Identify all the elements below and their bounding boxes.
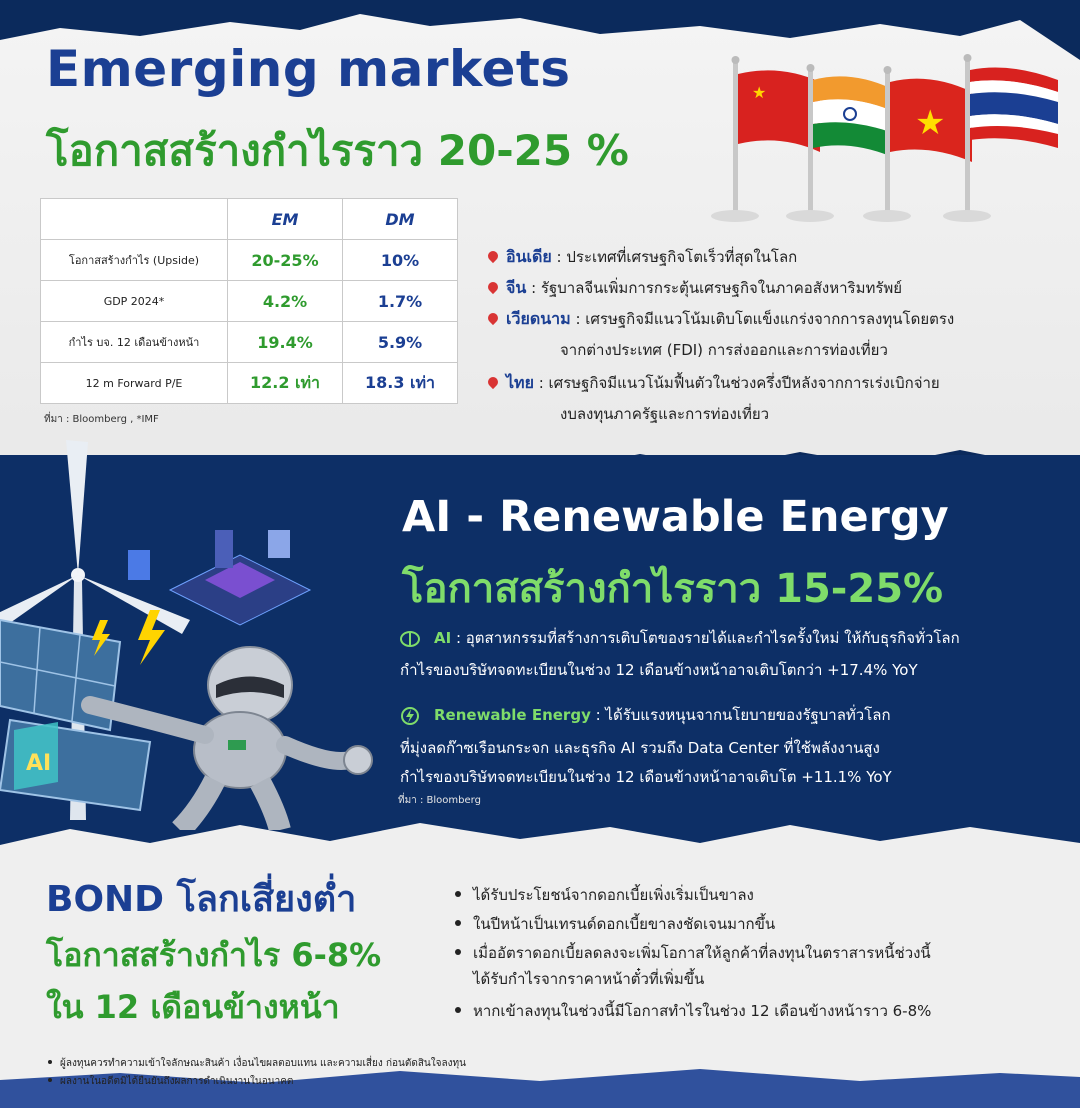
renewable-line-2: ที่มุ่งลดก๊าซเรือนกระจก และธุรกิจ AI รวมถึง Data Center ที่ใช้พลังงานสูง	[400, 739, 880, 757]
country-name: ไทย	[506, 373, 534, 392]
location-pin-icon	[486, 280, 500, 294]
country-text: : รัฐบาลจีนเพิ่มการกระตุ้นเศรษฐกิจในภาคอสังหาริมทรัพย์	[526, 279, 903, 297]
bullet-dot-icon	[48, 1078, 52, 1082]
location-pin-icon	[486, 249, 500, 263]
country-name: เวียดนาม	[506, 309, 571, 328]
em-dm-comparison-table	[40, 198, 458, 404]
country-text: : ประเทศที่เศรษฐกิจโตเร็วที่สุดในโลก	[551, 248, 798, 266]
country-text: : เศรษฐกิจมีแนวโน้มเติบโตแข็งแกร่งจากการลงทุนโดยตรง	[570, 310, 955, 328]
ai-line: : อุตสาหกรรมที่สร้างการเติบโตของรายได้และกำไรครั้งใหม่ ให้กับธุรกิจทั่วโลก	[451, 629, 960, 647]
em-source-note: ที่มา : Bloomberg , *IMF	[44, 414, 159, 425]
em-title: Emerging markets	[46, 40, 571, 98]
country-item-thailand	[488, 371, 940, 396]
location-pin-icon	[486, 311, 500, 325]
bond-subtitle-2: ใน 12 เดือนข้างหน้า	[46, 988, 340, 1026]
location-pin-icon	[486, 375, 500, 389]
bullet-dot-icon	[455, 1007, 461, 1013]
ai-renewable-illustration	[0, 430, 390, 830]
bullet-dot-icon	[455, 949, 461, 955]
em-value: 12.2 เท่า	[228, 363, 343, 404]
renewable-line-3: กำไรของบริษัทจดทะเบียนในช่วง 12 เดือนข้างหน้าอาจเติบโต +11.1% YoY	[400, 768, 892, 786]
ai-card-icon	[14, 722, 58, 790]
bond-title: BOND โลกเสี่ยงต่ำ	[46, 879, 357, 920]
bond-bullet-continued: ได้รับกำไรจากราคาหน้าตั๋วที่เพิ่มขึ้น	[473, 970, 705, 988]
dm-value: 18.3 เท่า	[343, 363, 458, 404]
country-item-china	[488, 276, 902, 301]
renewable-label: Renewable Energy	[434, 706, 591, 724]
bullet-dot-icon	[48, 1060, 52, 1064]
table-header-dm: DM	[343, 199, 458, 240]
bond-bullet	[455, 912, 775, 936]
disclaimer-item	[48, 1074, 293, 1089]
table-row	[41, 363, 458, 404]
country-item-vietnam	[488, 307, 954, 332]
bond-bullet	[455, 941, 931, 965]
row-label: GDP 2024*	[41, 281, 228, 322]
bond-bullet	[455, 883, 754, 907]
em-value: 4.2%	[228, 281, 343, 322]
disclaimer-item	[48, 1056, 466, 1071]
country-text-continued: จากต่างประเทศ (FDI) การส่งออกและการท่องเที่ยว	[560, 341, 888, 359]
row-label: 12 m Forward P/E	[41, 363, 228, 404]
table-header-em: EM	[228, 199, 343, 240]
bond-bullet-text: ได้รับประโยชน์จากดอกเบี้ยเพิ่งเริ่มเป็นขาลง	[473, 886, 754, 904]
row-label: โอกาสสร้างกำไร (Upside)	[41, 240, 228, 281]
energy-bolt-icon	[400, 706, 420, 726]
ai-card-label: AI	[26, 751, 52, 776]
ai-eye-icon	[400, 630, 420, 648]
bullet-dot-icon	[455, 891, 461, 897]
table-header-row	[41, 199, 458, 240]
ai-source-note: ที่มา : Bloomberg	[398, 795, 481, 806]
table-row	[41, 240, 458, 281]
svg-text:★: ★	[752, 83, 767, 102]
row-label: กำไร บจ. 12 เดือนข้างหน้า	[41, 322, 228, 363]
table-row	[41, 281, 458, 322]
renewable-line: : ได้รับแรงหนุนจากนโยบายของรัฐบาลทั่วโลก	[590, 706, 891, 724]
ai-section-title: AI - Renewable Energy	[402, 492, 949, 542]
ai-point	[400, 626, 960, 650]
table-row	[41, 322, 458, 363]
flags-illustration	[700, 40, 1070, 230]
disclaimer-text: ผู้ลงทุนควรทำความเข้าใจลักษณะสินค้า เงื่อนไขผลตอบแทน และความเสี่ยง ก่อนตัดสินใจลงทุน	[60, 1058, 466, 1069]
em-value: 20-25%	[228, 240, 343, 281]
country-text-continued: งบลงทุนภาครัฐและการท่องเที่ยว	[560, 405, 770, 423]
bullet-dot-icon	[455, 920, 461, 926]
country-name: จีน	[506, 278, 527, 297]
bond-bullet-text: เมื่ออัตราดอกเบี้ยลดลงจะเพิ่มโอกาสให้ลูกค้าที่ลงทุนในตราสารหนี้ช่วงนี้	[473, 944, 931, 962]
bond-bullet-text: ในปีหน้าเป็นเทรนด์ดอกเบี้ยขาลงชัดเจนมากขึ้น	[473, 915, 776, 933]
em-subtitle: โอกาสสร้างกำไรราว 20-25 %	[46, 126, 629, 175]
dm-value: 5.9%	[343, 322, 458, 363]
bond-subtitle-1: โอกาสสร้างกำไร 6-8%	[46, 936, 382, 974]
bond-bullet	[455, 999, 931, 1023]
renewable-point	[400, 703, 891, 727]
table-header-blank	[41, 199, 228, 240]
ai-line-2: กำไรของบริษัทจดทะเบียนในช่วง 12 เดือนข้างหน้าอาจเติบโตกว่า +17.4% YoY	[400, 661, 918, 679]
country-item-india	[488, 245, 797, 270]
dm-value: 10%	[343, 240, 458, 281]
ai-label: AI	[434, 629, 452, 647]
country-text: : เศรษฐกิจมีแนวโน้มฟื้นตัวในช่วงครึ่งปีหลังจากการเร่งเบิกจ่าย	[533, 374, 940, 392]
disclaimer-text: ผลงานในอดีตมิได้ยืนยันถึงผลการดำเนินงานในอนาคต	[60, 1076, 294, 1087]
country-name: อินเดีย	[506, 247, 552, 266]
china-flag-icon	[711, 56, 820, 222]
svg-text:★: ★	[915, 103, 946, 143]
ai-section-subtitle: โอกาสสร้างกำไรราว 15-25%	[402, 566, 944, 612]
em-value: 19.4%	[228, 322, 343, 363]
dm-value: 1.7%	[343, 281, 458, 322]
bond-bullet-text: หากเข้าลงทุนในช่วงนี้มีโอกาสทำไรในช่วง 12 เดือนข้างหน้าราว 6-8%	[473, 1002, 932, 1020]
